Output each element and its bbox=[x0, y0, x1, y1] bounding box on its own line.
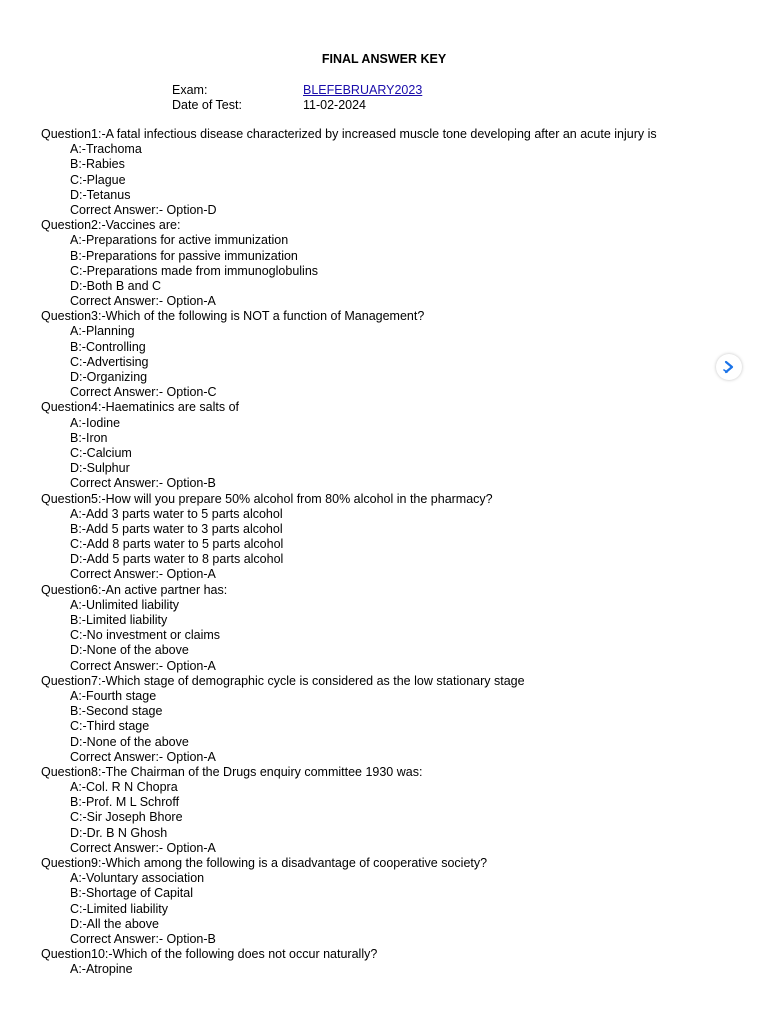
answer-option: C:-Limited liability bbox=[70, 901, 168, 916]
answer-option: C:-Advertising bbox=[70, 354, 149, 369]
answer-option: B:-Limited liability bbox=[70, 613, 168, 627]
answer-option: C:-Preparations made from immunoglobulins bbox=[70, 263, 319, 278]
question-text: Question5:-How will you prepare 50% alcohol from 80% alcohol in the pharmacy? bbox=[41, 491, 493, 506]
correct-answer: Correct Answer:- Option-A bbox=[70, 840, 216, 855]
answer-option: C:-Calcium bbox=[70, 445, 132, 460]
side-panel-button[interactable] bbox=[716, 354, 742, 380]
question-text: Question6:-An active partner has: bbox=[41, 582, 228, 597]
exam-link[interactable]: BLEFEBRUARY2023 bbox=[303, 83, 423, 97]
answer-option: D:-Add 5 parts water to 8 parts alcohol bbox=[70, 552, 284, 567]
question-text: Question8:-The Chairman of the Drugs enquiry committee 1930 was: bbox=[41, 764, 423, 779]
correct-answer: Correct Answer:- Option-A bbox=[70, 658, 216, 673]
correct-answer: Correct Answer:- Option-C bbox=[70, 385, 217, 400]
answer-option: A:-Iodine bbox=[70, 415, 121, 430]
question-text: Question9:-Which among the following is a disadvantage of cooperative society? bbox=[41, 856, 488, 870]
correct-answer: Correct Answer:- Option-D bbox=[70, 202, 217, 217]
answer-option: B:-Add 5 parts water to 3 parts alcohol bbox=[70, 521, 283, 536]
answer-option: D:-Both B and C bbox=[70, 278, 162, 293]
answer-option: D:-None of the above bbox=[70, 643, 189, 658]
answer-option: A:-Atropine bbox=[70, 962, 133, 977]
answer-option: A:-Trachoma bbox=[70, 142, 142, 157]
answer-option: C:-Third stage bbox=[70, 719, 150, 734]
answer-option: A:-Voluntary association bbox=[70, 871, 205, 886]
answer-option: C:-Sir Joseph Bhore bbox=[70, 810, 183, 825]
answer-option: A:-Fourth stage bbox=[70, 688, 157, 703]
answer-option: A:-Unlimited liability bbox=[70, 597, 180, 612]
correct-answer: Correct Answer:- Option-A bbox=[70, 749, 216, 764]
chevron-right-icon bbox=[722, 360, 736, 374]
answer-option: C:-Plague bbox=[70, 172, 126, 187]
date-row bbox=[172, 98, 422, 113]
question-text: Question1:-A fatal infectious disease characterized by increased muscle tone developing after an acute injury is bbox=[41, 127, 657, 141]
answer-option: B:-Controlling bbox=[70, 339, 146, 354]
question-text: Question7:-Which stage of demographic cycle is considered as the low stationary stage bbox=[41, 673, 525, 688]
answer-option: B:-Rabies bbox=[70, 157, 125, 172]
correct-answer: Correct Answer:- Option-B bbox=[70, 476, 216, 491]
answer-option: C:-No investment or claims bbox=[70, 628, 221, 643]
answer-option: A:-Add 3 parts water to 5 parts alcohol bbox=[70, 506, 283, 521]
correct-answer: Correct Answer:- Option-A bbox=[70, 294, 216, 309]
answer-option: B:-Second stage bbox=[70, 704, 163, 719]
question-text: Question4:-Haematinics are salts of bbox=[41, 400, 240, 415]
answer-option: B:-Iron bbox=[70, 430, 108, 445]
answer-option: B:-Prof. M L Schroff bbox=[70, 795, 180, 810]
answer-option: D:-None of the above bbox=[70, 734, 189, 749]
exam-row bbox=[172, 83, 422, 98]
correct-answer: Correct Answer:- Option-A bbox=[70, 567, 216, 582]
date-label: Date of Test: bbox=[172, 98, 242, 113]
answer-option: D:-Tetanus bbox=[70, 187, 131, 202]
answer-option: A:-Col. R N Chopra bbox=[70, 780, 178, 795]
question-list bbox=[41, 127, 741, 978]
answer-option: B:-Shortage of Capital bbox=[70, 886, 193, 901]
answer-option: A:-Preparations for active immunization bbox=[70, 233, 289, 248]
answer-option: B:-Preparations for passive immunization bbox=[70, 248, 298, 263]
question-text: Question10:-Which of the following does not occur naturally? bbox=[41, 947, 378, 962]
question-text: Question2:-Vaccines are: bbox=[41, 218, 181, 233]
exam-label: Exam: bbox=[172, 83, 208, 97]
exam-meta bbox=[172, 83, 422, 113]
page-title: FINAL ANSWER KEY bbox=[321, 52, 447, 66]
question-text: Question3:-Which of the following is NOT a function of Management? bbox=[41, 309, 425, 324]
answer-option: A:-Planning bbox=[70, 324, 135, 339]
answer-option: D:-Sulphur bbox=[70, 461, 130, 476]
answer-option: D:-All the above bbox=[70, 916, 159, 931]
correct-answer: Correct Answer:- Option-B bbox=[70, 931, 216, 946]
answer-option: C:-Add 8 parts water to 5 parts alcohol bbox=[70, 537, 284, 552]
answer-option: D:-Organizing bbox=[70, 370, 148, 384]
date-value: 11-02-2024 bbox=[303, 98, 367, 113]
answer-option: D:-Dr. B N Ghosh bbox=[70, 825, 168, 840]
